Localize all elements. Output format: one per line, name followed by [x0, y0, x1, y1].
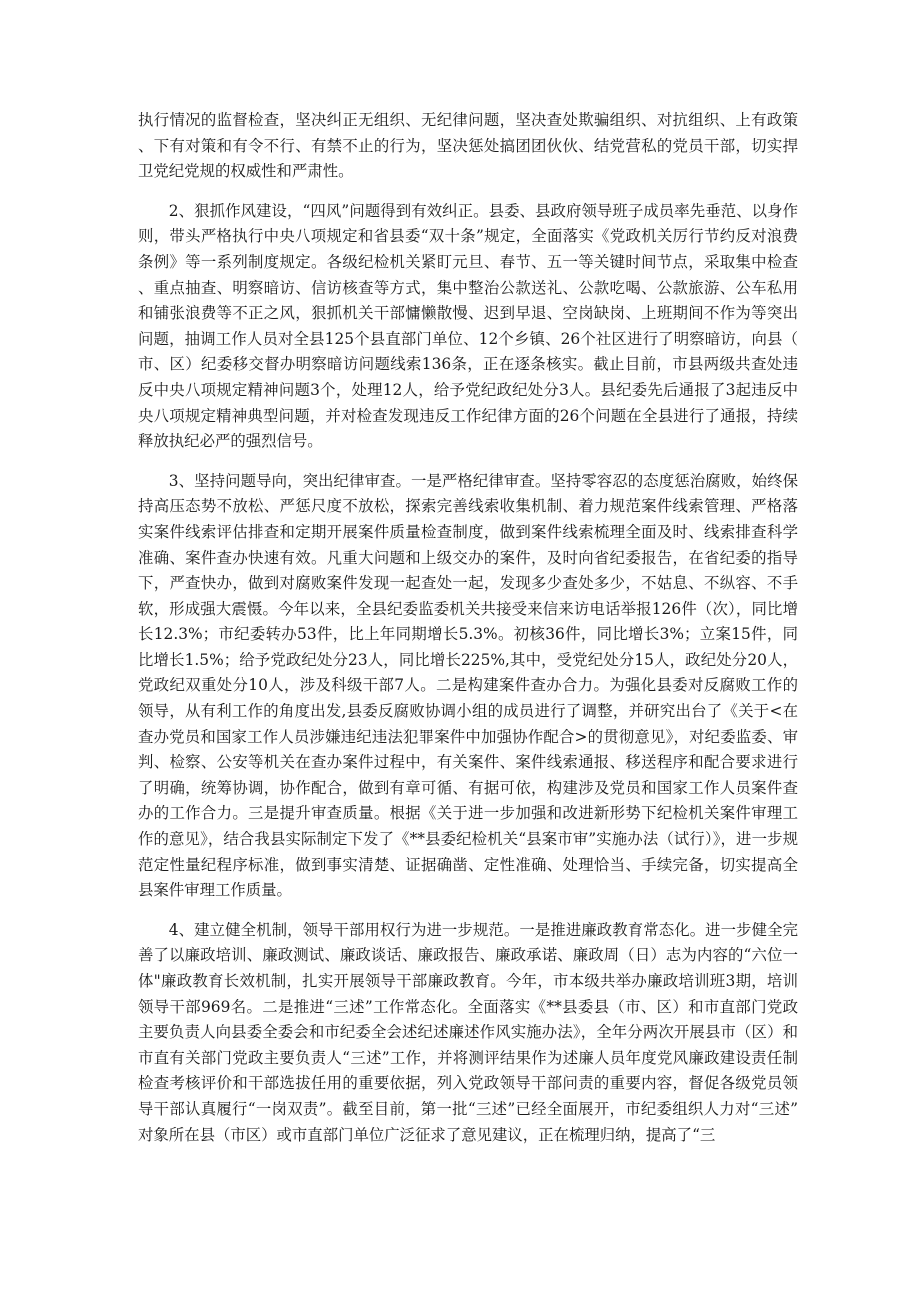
document-body	[138, 108, 798, 1148]
paragraph-discipline-review: 3、坚持问题导向，突出纪律审查。一是严格纪律审查。坚持零容忍的态度惩治腐败，始终保持高压态势不放松、严惩尺度不放松，探索完善线索收集机制、着力规范案件线索管理、严格落实案件线索评估排查和定期开展案件质量检查制度，做到案件线索梳理全面及时、线索排查科学准确、案件查办快速有效。凡重大问题和上级交办的案件，及时向省纪委报告，在省纪委的指导下，严查快办，做到对腐败案件发现一起查处一起，发现多少查处多少，不姑息、不纵容、不手软，形成强大震慑。今年以来，全县纪委监委机关共接受来信来访电话举报126件（次），同比增长12.3%；市纪委转办53件，比上年同期增长5.3%。初核36件，同比增长3%；立案15件，同比增长1.5%；给予党政纪处分23人，同比增长225%,其中，受党纪处分15人，政纪处分20人，党政纪双重处分10人，涉及科级干部7人。二是构建案件查办合力。为强化县委对反腐败工作的领导，从有利工作的角度出发,县委反腐败协调小组的成员进行了调整，并研究出台了《关于<在查办党员和国家工作人员涉嫌违纪违法犯罪案件中加强协作配合>的贯彻意见》，对纪委监委、审判、检察、公安等机关在查办案件过程中，有关案件、案件线索通报、移送程序和配合要求进行了明确，统筹协调，协作配合，做到有章可循、有据可依，构建涉及党员和国家工作人员案件查办的工作合力。三是提升审查质量。根据《关于进一步加强和改进新形势下纪检机关案件审理工作的意见》，结合我县实际制定下发了《**县委纪检机关“县案市审”实施办法（试行）》，进一步规范定性量纪程序标准，做到事实清楚、证据确凿、定性准确、处理恰当、手续完备，切实提高全县案件审理工作质量。	[138, 471, 798, 900]
paragraph-mechanism-building: 4、建立健全机制，领导干部用权行为进一步规范。一是推进廉政教育常态化。进一步健全完善了以廉政培训、廉政测试、廉政谈话、廉政报告、廉政承诺、廉政周（日）志为内容的“六位一体"廉政教育长效机制，扎实开展领导干部廉政教育。今年，市本级共举办廉政培训班3期，培训领导干部969名。二是推进“三述”工作常态化。全面落实《**县委县（市、区）和市直部门党政主要负责人向县委全委会和市纪委全会述纪述廉述作风实施办法》，全年分两次开展县市（区）和市直有关部门党政主要负责人“三述”工作，并将测评结果作为述廉人员年度党风廉政建设责任制检查考核评价和干部选拔任用的重要依据，列入党政领导干部问责的重要内容，督促各级党员领导干部认真履行“一岗双责”。截至目前，第一批“三述”已经全面展开，市纪委组织人力对“三述”对象所在县（市区）或市直部门单位广泛征求了意见建议，正在梳理归纳，提高了“三	[138, 920, 798, 1144]
paragraph-continuation: 执行情况的监督检查，坚决纠正无组织、无纪律问题，坚决查处欺骗组织、对抗组织、上有政策、下有对策和有令不行、有禁不止的行为，坚决惩处搞团团伙伙、结党营私的党员干部，切实捍卫党纪党规的权威性和严肃性。	[138, 111, 798, 181]
paragraph-style-rectification: 2、狠抓作风建设，“四风”问题得到有效纠正。县委、县政府领导班子成员率先垂范、以身作则，带头严格执行中央八项规定和省县委“双十条”规定，全面落实《党政机关厉行节约反对浪费条例》等一系列制度规定。各级纪检机关紧盯元旦、春节、五一等关键时间节点，采取集中检查、重点抽查、明察暗访、信访核查等方式，集中整治公款送礼、公款吃喝、公款旅游、公车私用和铺张浪费等不正之风，狠抓机关干部慵懒散慢、迟到早退、空岗缺岗、上班期间不作为等突出问题，抽调工作人员对全县125个县直部门单位、12个乡镇、26个社区进行了明察暗访，向县（市、区）纪委移交督办明察暗访问题线索136条，正在逐条核实。截止目前，市县两级共查处违反中央八项规定精神问题3个，处理12人，给予党纪政纪处分3人。县纪委先后通报了3起违反中央八项规定精神典型问题，并对检查发现违反工作纪律方面的26个问题在全县进行了通报，持续释放执纪必严的强烈信号。	[138, 201, 798, 451]
